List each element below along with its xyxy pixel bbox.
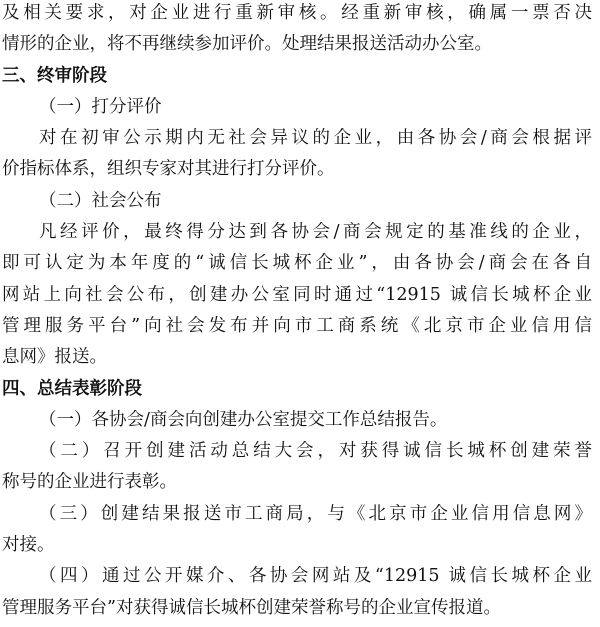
- text-line: 管理服务平台”对获得诚信长城杯创建荣誉称号的企业宣传报道。: [2, 597, 501, 618]
- text-line: 价指标体系，组织专家对其进行打分评价。: [2, 159, 335, 180]
- section-heading: 三、终审阶段: [2, 65, 107, 86]
- text-line: 凡经评价，最终得分达到各协会/商会规定的基准线的企业，: [39, 222, 592, 243]
- text-line: （一）各协会/商会向创建办公室提交工作总结报告。: [39, 409, 448, 430]
- text-line: 对接。: [2, 535, 55, 556]
- text-line: 网站上向社会公布，创建办公室同时通过“12915 诚信长城杯企业: [2, 284, 592, 305]
- section-heading: 四、总结表彰阶段: [2, 378, 142, 399]
- subsection-heading: （二）社会公布: [39, 190, 162, 211]
- text-line: （四）通过公开媒介、各协会网站及“12915 诚信长城杯企业: [39, 566, 592, 587]
- subsection-heading: （一）打分评价: [39, 96, 162, 117]
- text-line: （二）召开创建活动总结大会，对获得诚信长城杯创建荣誉: [39, 441, 592, 462]
- text-line: 情形的企业，将不再继续参加评价。处理结果报送活动办公室。: [2, 34, 492, 55]
- text-line: 对在初审公示期内无社会异议的企业，由各协会/商会根据评: [39, 128, 592, 149]
- text-line: 即可认定为本年度的“诚信长城杯企业”，由各协会/商会在各自: [2, 253, 592, 274]
- text-line: 称号的企业进行表彰。: [2, 472, 177, 493]
- text-line: （三）创建结果报送市工商局，与《北京市企业信用信息网》: [39, 503, 592, 524]
- text-line: 管理服务平台”向社会发布并向市工商系统《北京市企业信用信: [2, 315, 592, 336]
- text-line: 息网》报送。: [2, 347, 107, 368]
- text-line: 及相关要求，对企业进行重新审核。经重新审核，确属一票否决: [2, 3, 592, 23]
